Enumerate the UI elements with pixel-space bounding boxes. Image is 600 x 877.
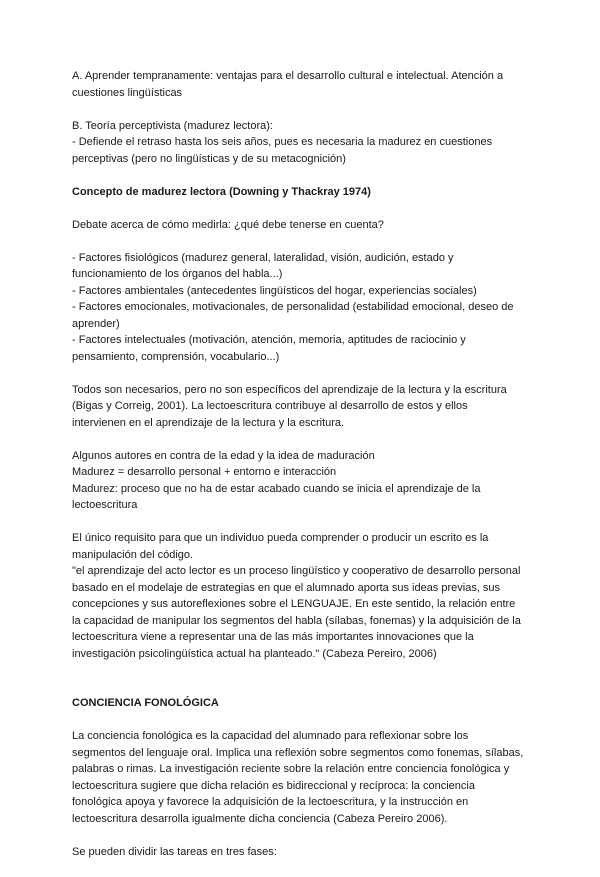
heading-madurez-lectora (72, 184, 532, 201)
paragraph-conciencia (72, 728, 532, 827)
section-heading: Concepto de madurez lectora (Downing y Thackray 1974) (72, 185, 371, 198)
text-line: Todos son necesarios, pero no son específicos del aprendizaje de la lectura y la escritura (72, 383, 507, 396)
paragraph-requisito (72, 530, 532, 662)
heading-conciencia-fonologica (72, 695, 532, 712)
text-line: - Defiende el retraso hasta los seis años, pues es necesaria la madurez en cuestiones (72, 136, 493, 148)
text-line: concepciones y sus autoreflexiones sobre el LENGUAJE. En este sentido, la relación entre (72, 598, 516, 610)
paragraph-fases (72, 844, 532, 861)
list-factores (72, 250, 532, 366)
text-line: (Bigas y Correig, 2001). La lectoescritura contribuye al desarrollo de estos y ellos (72, 400, 468, 412)
text-line: La conciencia fonológica es la capacidad del alumnado para reflexionar sobre los (72, 730, 469, 742)
list-item: - Factores ambientales (antecedentes lingüísticos del hogar, experiencias sociales) (72, 284, 477, 297)
list-item: funcionamiento de los órganos del habla...) (72, 268, 283, 280)
text-line: Madurez = desarrollo personal + entorno e interacción (72, 466, 337, 478)
section-heading: CONCIENCIA FONOLÓGICA (72, 697, 219, 709)
text-line: El único requisito para que un individuo pueda comprender o producir un escrito es la (72, 532, 489, 544)
text-line: Algunos autores en contra de la edad y la idea de maduración (72, 449, 375, 462)
text-line: Madurez: proceso que no ha de estar acabado cuando se inicia el aprendizaje de la (72, 482, 481, 495)
text-line: intervienen en el aprendizaje de la lectura y la escritura. (72, 416, 345, 429)
text-line: palabras o rimas. La investigación reciente sobre la relación entre conciencia fonológica y (72, 763, 510, 775)
text-line: lectoescritura sugiere que dicha relación es bidireccional y recíproca: la conciencia (72, 779, 475, 792)
list-item: pensamiento, comprensión, vocabulario...) (72, 350, 280, 363)
paragraph-aprender-tempranamente (72, 68, 532, 101)
text-line: A. Aprender tempranamente: ventajas para el desarrollo cultural e intelectual. Atención a (72, 70, 504, 82)
text-line: "el aprendizaje del acto lector es un proceso lingüístico y cooperativo de desarrollo personal (72, 565, 521, 577)
text-line: segmentos del lenguaje oral. Implica una reflexión sobre segmentos como fonemas, sílabas, (72, 746, 524, 759)
paragraph-debate (72, 217, 532, 234)
text-line: la capacidad de manipular los segmentos del habla (sílabas, fonemas) y la adquisición de la (72, 614, 521, 627)
list-item: - Factores emocionales, motivacionales, de personalidad (estabilidad emocional, deseo de (72, 301, 514, 313)
list-item: - Factores fisiológicos (madurez general, lateralidad, visión, audición, estado y (72, 251, 454, 264)
text-line: manipulación del código. (72, 548, 194, 561)
text-line: basado en el modelaje de estrategias en que el alumnado aporta sus ideas previas, sus (72, 581, 501, 594)
text-line: lectoescritura (72, 499, 138, 511)
text-line: investigación psicolingüística actual ha planteado." (Cabeza Pereiro, 2006) (72, 647, 437, 660)
text-line: lectoescritura desarrolla igualmente dicha conciencia (Cabeza Pereiro 2006). (72, 812, 448, 825)
text-line: Se pueden dividir las tareas en tres fases: (72, 845, 277, 858)
list-item: - Factores intelectuales (motivación, atención, memoria, aptitudes de raciocinio y (72, 334, 466, 346)
text-line: lectoescritura viene a representar una de las más importantes innovaciones que la (72, 631, 474, 643)
text-line: fonológica apoya y favorece la adquisición de la lectoescritura, y la instrucción en (72, 796, 469, 808)
paragraph-autores (72, 448, 532, 514)
text-line: B. Teoría perceptivista (madurez lectora): (72, 119, 273, 132)
document-page (72, 68, 532, 877)
list-item: aprender) (72, 317, 120, 330)
paragraph-teoria-perceptivista (72, 118, 532, 168)
paragraph-necesarios (72, 382, 532, 432)
text-line: Debate acerca de cómo medirla: ¿qué debe tenerse en cuenta? (72, 218, 384, 231)
text-line: perceptivas (pero no lingüísticas y de su metacognición) (72, 152, 346, 165)
text-line: cuestiones lingüísticas (72, 86, 183, 99)
